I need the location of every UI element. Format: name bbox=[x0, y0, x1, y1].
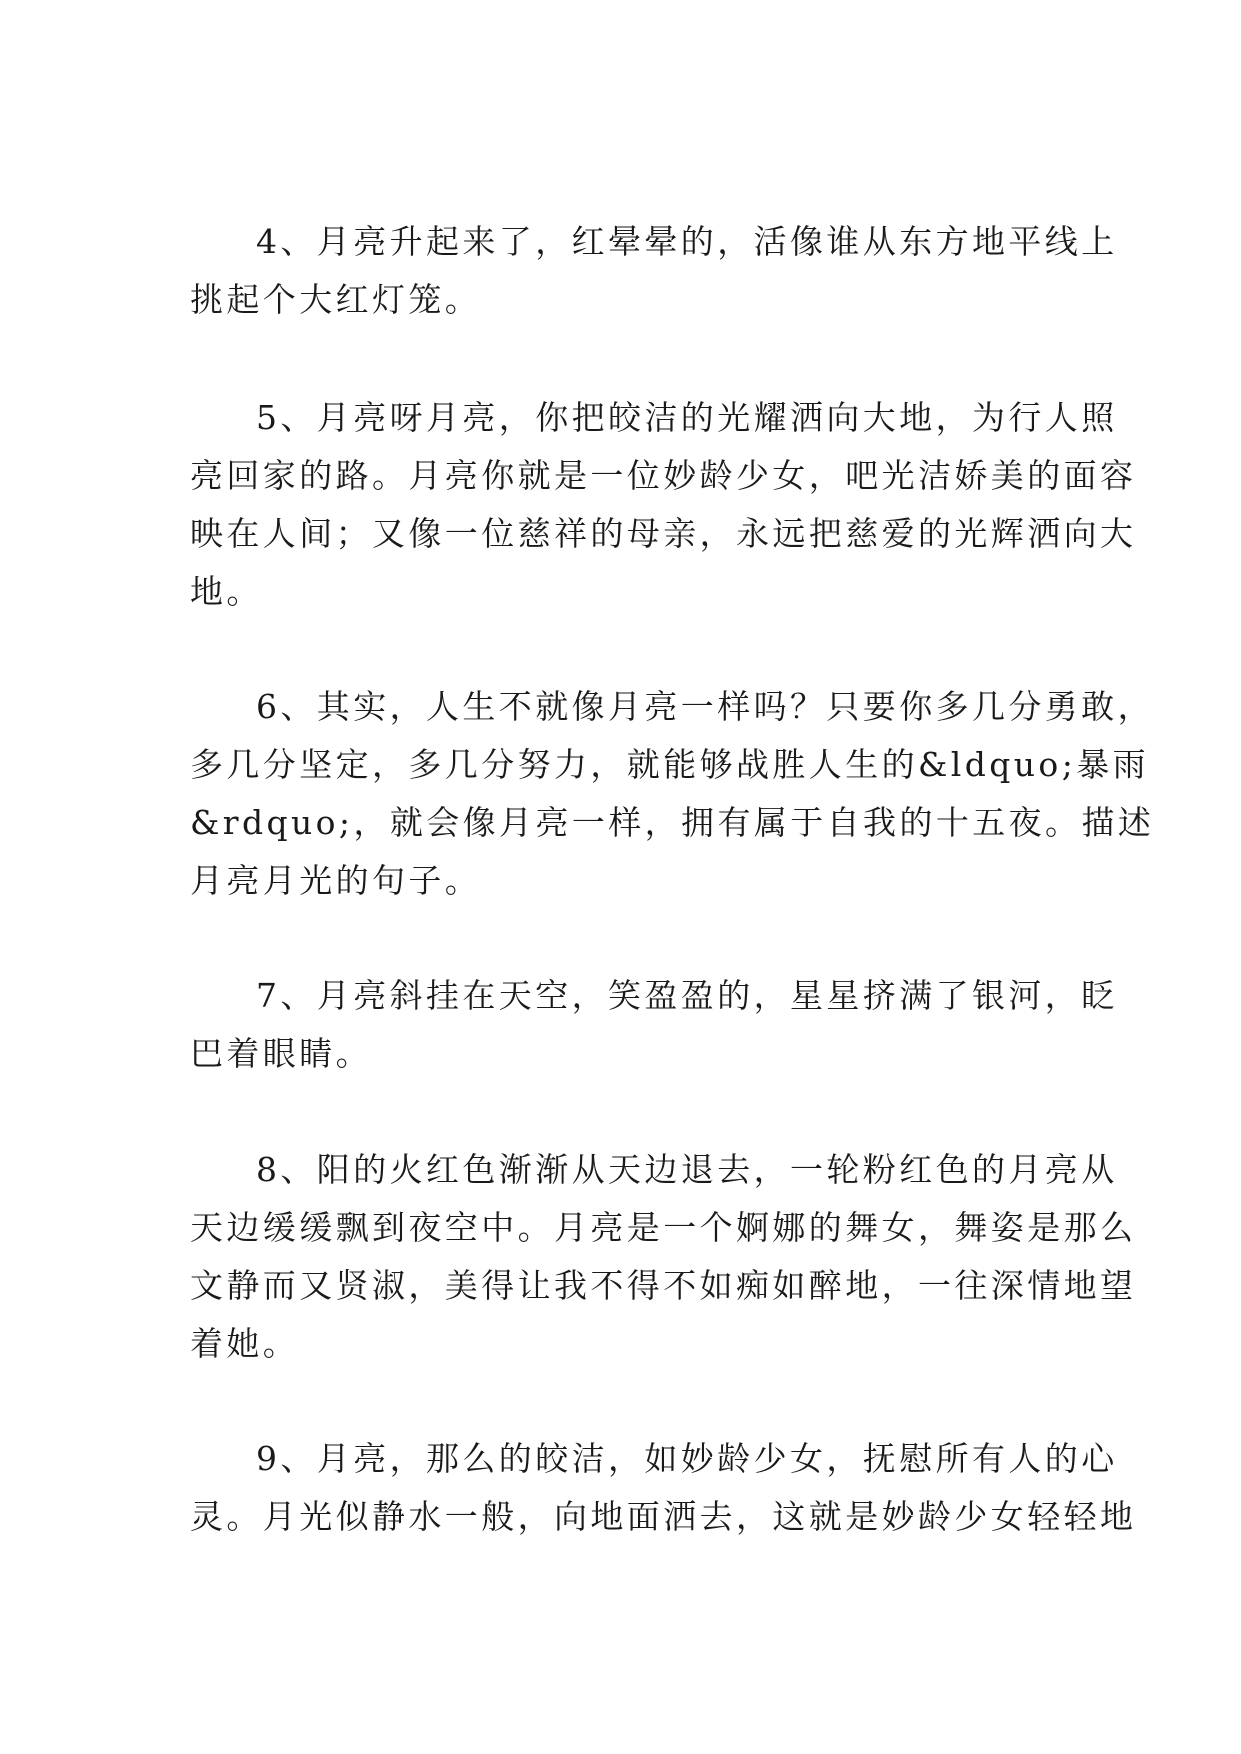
paragraph-line: 6、其实，人生不就像月亮一样吗？只要你多几分勇敢， bbox=[256, 687, 1154, 726]
paragraph-line: 挑起个大红灯笼。 bbox=[190, 280, 482, 319]
paragraph-line: 地。 bbox=[190, 572, 263, 611]
paragraph-line: 巴着眼睛。 bbox=[190, 1034, 372, 1073]
paragraph-line: 映在人间；又像一位慈祥的母亲，永远把慈爱的光辉洒向大 bbox=[190, 514, 1137, 553]
paragraph-line: 文静而又贤淑，美得让我不得不如痴如醉地，一往深情地望 bbox=[190, 1266, 1137, 1305]
paragraph-line: 着她。 bbox=[190, 1324, 300, 1363]
paragraph-line: &rdquo;，就会像月亮一样，拥有属于自我的十五夜。描述 bbox=[190, 803, 1155, 842]
paragraph-line: 月亮月光的句子。 bbox=[190, 861, 482, 900]
paragraph-line: 5、月亮呀月亮，你把皎洁的光耀洒向大地，为行人照 bbox=[256, 398, 1118, 437]
paragraph-line: 多几分坚定，多几分努力，就能够战胜人生的&ldquo;暴雨 bbox=[190, 745, 1150, 784]
paragraph-line: 9、月亮，那么的皎洁，如妙龄少女，抚慰所有人的心 bbox=[256, 1439, 1118, 1478]
paragraph-line: 7、月亮斜挂在天空，笑盈盈的，星星挤满了银河，眨 bbox=[256, 976, 1118, 1015]
paragraph-line: 8、阳的火红色渐渐从天边退去，一轮粉红色的月亮从 bbox=[256, 1150, 1118, 1189]
paragraph-line: 4、月亮升起来了，红晕晕的，活像谁从东方地平线上 bbox=[256, 222, 1118, 261]
paragraph-line: 灵。月光似静水一般，向地面洒去，这就是妙龄少女轻轻地 bbox=[190, 1497, 1137, 1536]
paragraph-line: 亮回家的路。月亮你就是一位妙龄少女，吧光洁娇美的面容 bbox=[190, 456, 1137, 495]
paragraph-line: 天边缓缓飘到夜空中。月亮是一个婀娜的舞女，舞姿是那么 bbox=[190, 1208, 1137, 1247]
